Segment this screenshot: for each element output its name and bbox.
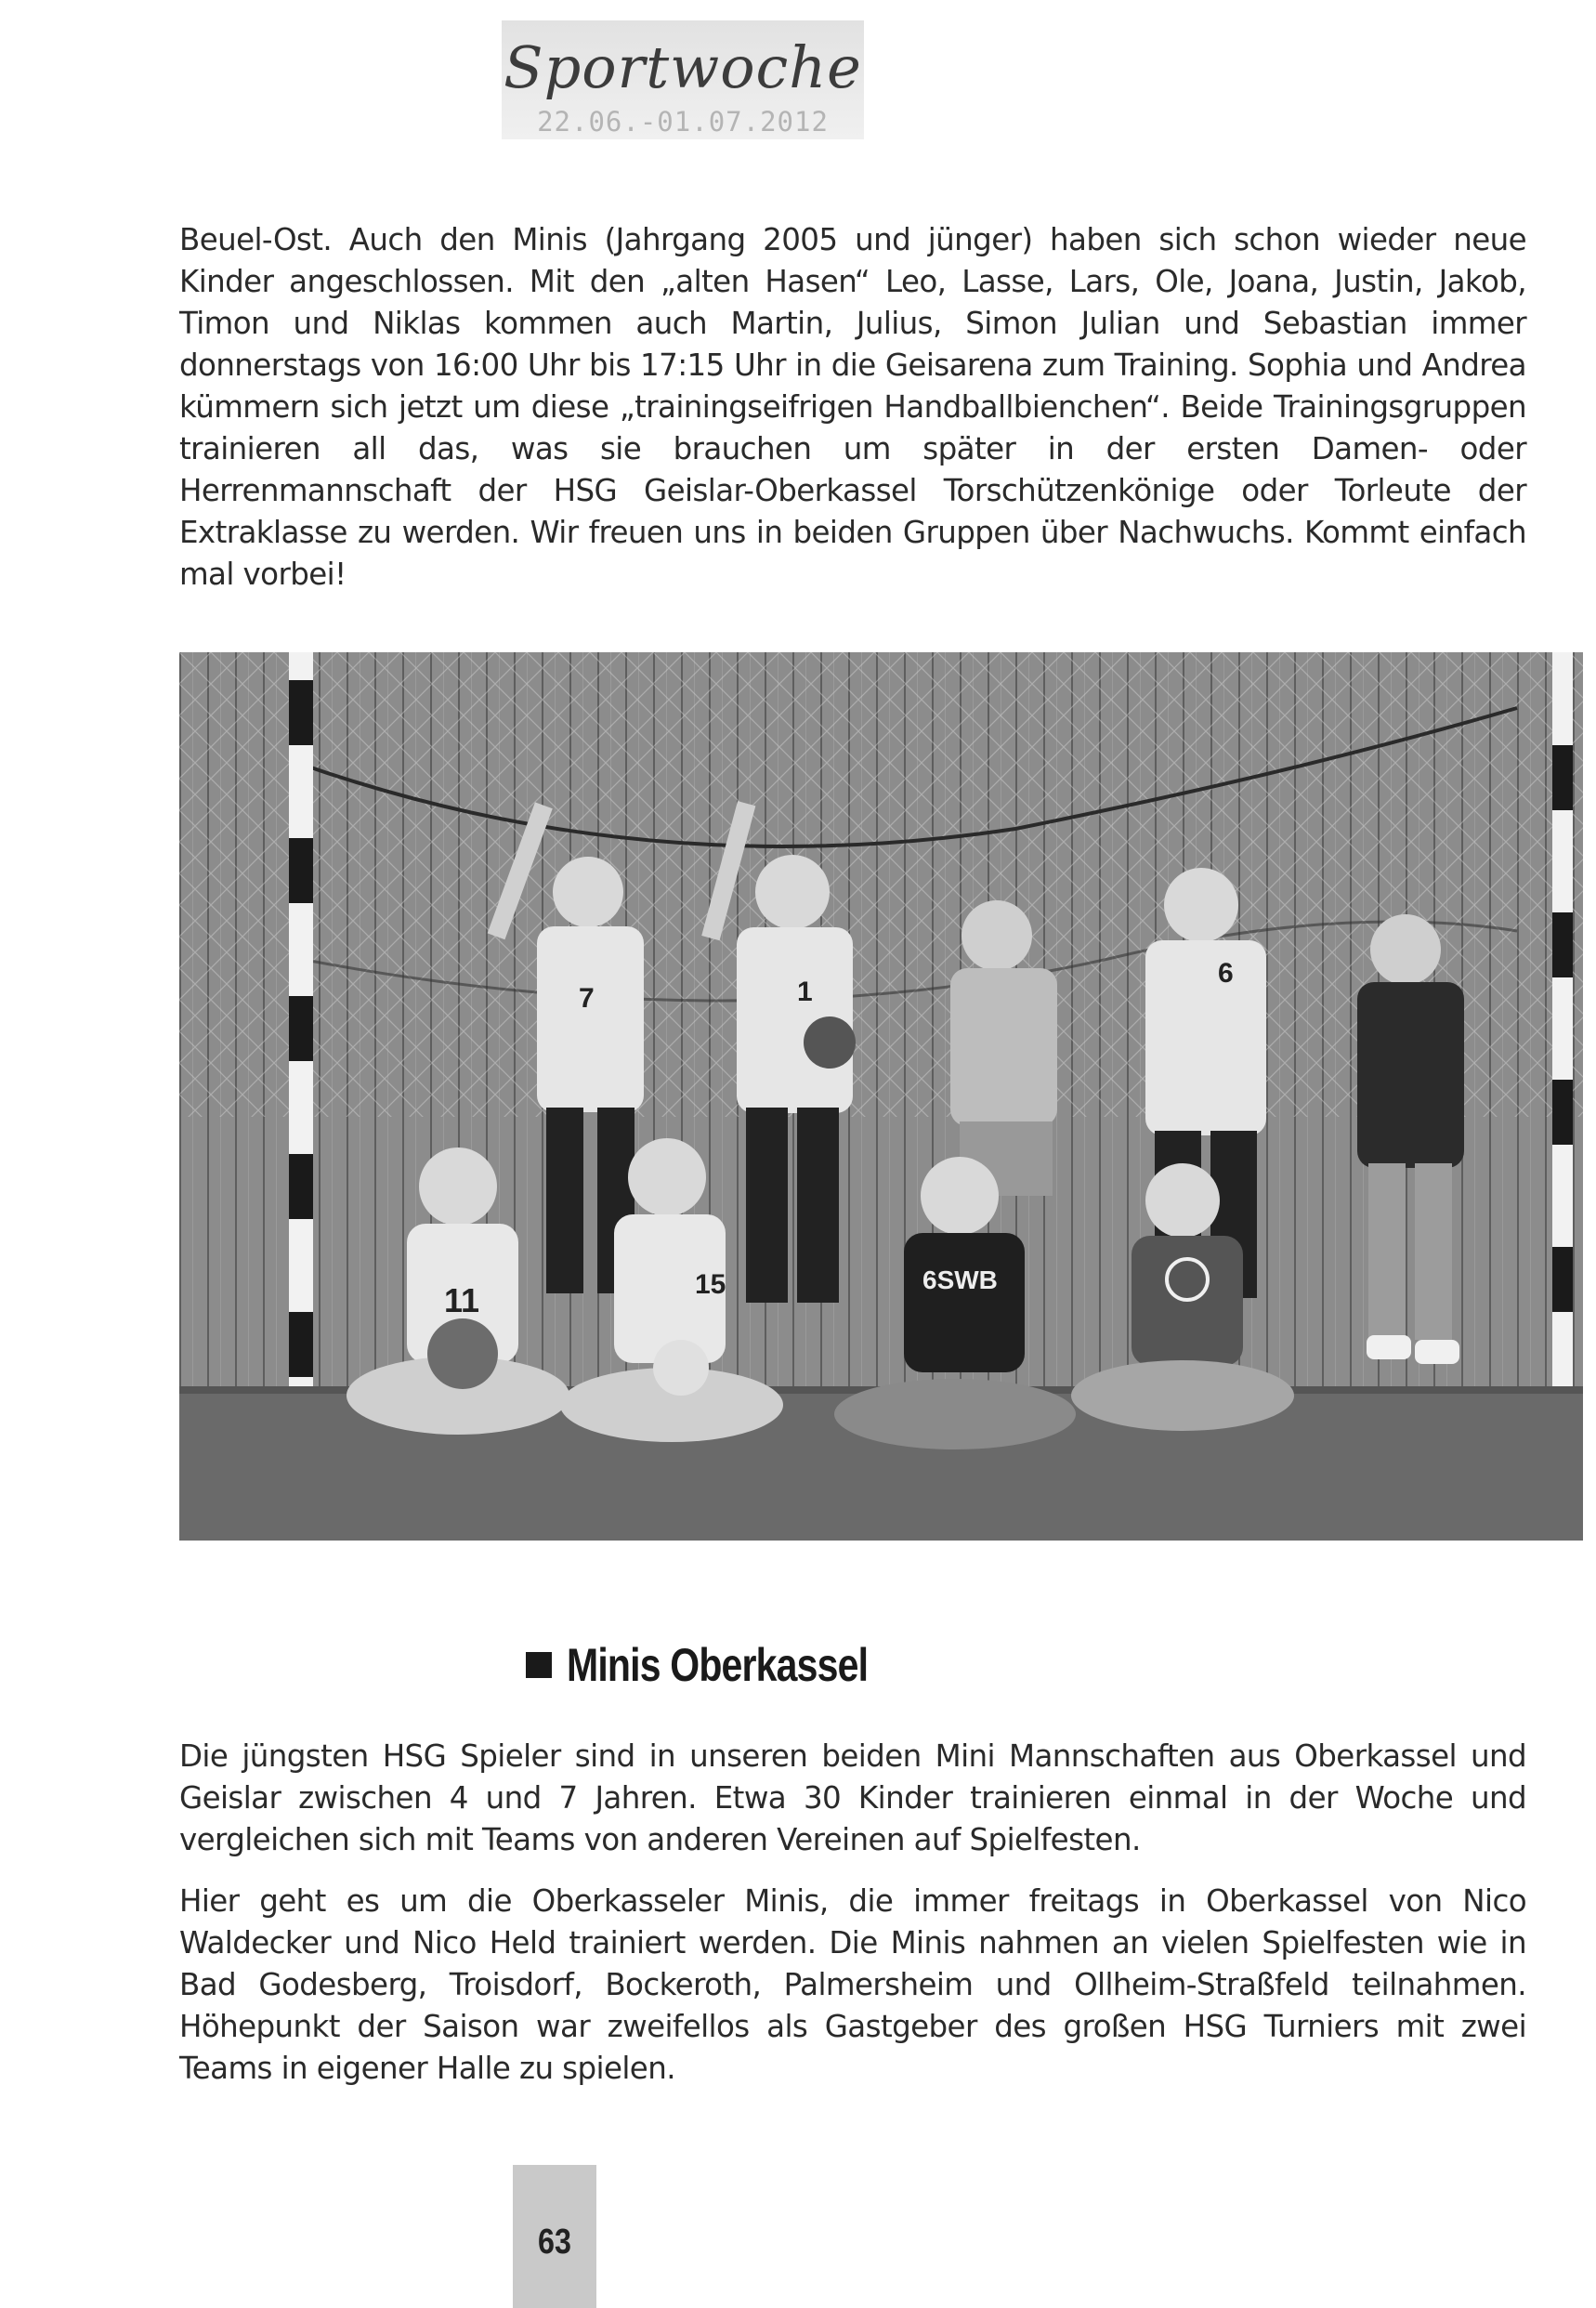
header-banner [502,20,864,139]
section-paragraph-2: Hier geht es um die Oberkasseler Minis, die immer freitags in Oberkassel von Nico Waldecker und Nico Held trainiert werden. Die Minis nahmen an vielen Spielfesten wie in Bad Godesberg, Troisdorf, Bockeroth, Palmersheim und Ollheim-Straßfeld teilnahmen. Höhepunkt der Saison war zweifellos als Gastgeber des großen HSG Turniers mit zwei Teams in eigener Halle zu spielen. [179,1883,1526,2086]
section-title: Minis Oberkassel [567,1639,869,1691]
header-title: Sportwoche [504,33,862,101]
page-number-tab [513,2165,596,2308]
shirt-number-2: 1 [797,977,813,1007]
section-heading [526,1637,934,1693]
shirt-number-3: 6 [1218,958,1234,989]
page-number: 63 [538,2223,571,2262]
header-date: 22.06.-01.07.2012 [537,106,829,138]
intro-paragraph: Beuel-Ost. Auch den Minis (Jahrgang 2005 und jünger) haben sich schon wieder neue Kinder angeschlossen. Mit den „alten Hasen“ Leo, Lasse, Lars, Ole, Joana, Justin, Jakob, Timon und Niklas kommen auch Martin, Julius, Simon Julian und Sebastian immer donnerstags von 16:00 Uhr bis 17:15 Uhr in die Geisarena zum Training. Sophia und Andrea kümmern sich jetzt um diese „trainingseifrigen Handballbienchen“. Beide Trainingsgruppen trainieren all das, was sie brauchen um später in der ersten Damen- oder Herrenmannschaft der HSG Geislar-Oberkassel Torschützenkönige oder Torleute der Extraklasse zu werden. Wir freuen uns in beiden Gruppen über Nachwuchs. Kommt einfach mal vorbei! [179,222,1526,592]
shirt-number-4: 11 [444,1281,480,1319]
section-paragraph-1: Die jüngsten HSG Spieler sind in unseren beiden Mini Mannschaften aus Oberkassel und Geislar zwischen 4 und 7 Jahren. Etwa 30 Kinder trainieren einmal in der Woche und vergleichen sich mit Teams von anderen Vereinen auf Spielfesten. [179,1738,1526,1857]
shirt-number-5: 15 [695,1269,726,1300]
shirt-number-1: 7 [579,983,595,1014]
square-bullet-icon [526,1652,552,1678]
shirt-print: 6SWB [922,1265,998,1294]
team-photo [179,652,1583,1541]
